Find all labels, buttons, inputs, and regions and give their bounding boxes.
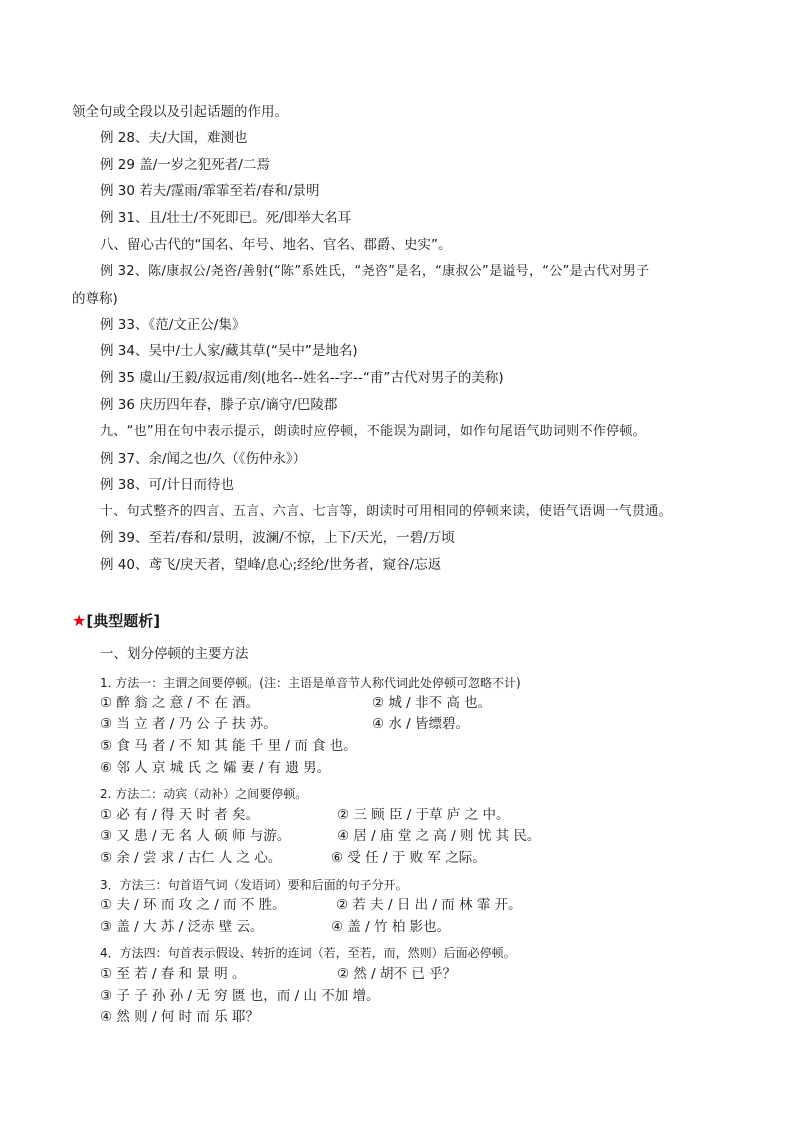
example-line: ③ 又 患 / 无 名 人 硕 师 与游。 xyxy=(100,828,291,844)
text-line: 例 30 若夫/霪雨/霏霏至若/春和/景明 xyxy=(100,183,320,199)
example-line: ① 至 若 / 春 和 景 明 。 xyxy=(100,966,246,982)
method-heading: 4．方法四：句首表示假设、转折的连词（若，至若，而，然则）后面必停顿。 xyxy=(100,946,516,960)
example-line: ② 三 顾 臣 / 于草 庐 之 中。 xyxy=(337,807,510,823)
text-line: 例 37、余/闻之也/久（《伤仲永》） xyxy=(100,451,307,467)
text-line: 十、句式整齐的四言、五言、六言、七言等，朗读时可用相同的停顿来读，使语气语调一气贯通。 xyxy=(100,504,672,519)
text-line: 例 40、鸢飞/戾天者，望峰/息心;经纶/世务者，窥谷/忘返 xyxy=(100,557,442,573)
example-line: ③ 盖 / 大 苏 / 泛赤 壁 云。 xyxy=(100,919,264,935)
text-line: 例 31、且/壮士/不死即已。死/即举大名耳 xyxy=(100,210,352,226)
star-icon: ★ xyxy=(72,611,87,630)
text-line: 例 38、可/计日而待也 xyxy=(100,477,235,493)
text-line: 的尊称) xyxy=(72,291,118,307)
example-line: ① 夫 / 环 而 攻 之 / 而 不 胜。 xyxy=(100,897,286,913)
example-line: ④ 然 则 / 何 时 而 乐 耶？ xyxy=(100,1009,259,1025)
text-line: 例 39、至若/春和/景明，波澜/不惊，上下/天光，一碧/万顷 xyxy=(100,530,455,546)
example-line: ④ 居 / 庙 堂 之 高 / 则 忧 其 民。 xyxy=(337,828,541,844)
example-line: ② 然 / 胡不 已 乎？ xyxy=(337,966,457,982)
example-line: ⑤ 余 / 尝 求 / 古仁 人 之 心。 xyxy=(100,850,282,866)
example-line: ⑥ 邻 人 京 城 氏 之 孀 妻 / 有 遗 男。 xyxy=(100,760,331,776)
text-line: 例 33、《范/文正公/集》 xyxy=(100,317,246,333)
text-line: 例 36 庆历四年春，滕子京/谪守/巴陵郡 xyxy=(100,397,338,413)
text-line: 领全句或全段以及引起话题的作用。 xyxy=(72,104,288,120)
subsection-title: 一、划分停顿的主要方法 xyxy=(100,646,249,662)
example-line: ④ 水 / 皆缥碧。 xyxy=(372,716,470,732)
text-line: 九、“也”用在句中表示提示，朗读时应停顿，不能误为副词，如作句尾语气助词则不作停顿。 xyxy=(100,424,647,439)
section-title: [典型题析] xyxy=(86,612,161,630)
method-heading: 2. 方法二：动宾（动补）之间要停顿。 xyxy=(100,787,308,801)
example-line: ④ 盖 / 竹 柏 影也。 xyxy=(331,919,451,935)
text-line: 八、留心古代的“国名、年号、地名、官名、郡爵、史实”。 xyxy=(100,237,452,253)
example-line: ① 必 有 / 得 天 时 者 矣。 xyxy=(100,807,259,823)
method-heading: 1. 方法一：主谓之间要停顿。(注：主语是单音节人称代词此处停顿可忽略不计) xyxy=(100,676,521,690)
method-heading: 3．方法三：句首语气词（发语词）要和后面的句子分开。 xyxy=(100,878,408,892)
example-line: ② 若 夫 / 日 出 / 而 林 霏 开。 xyxy=(336,897,522,913)
text-line: 例 34、吴中/士人家/藏其草(“吴中”是地名) xyxy=(100,343,358,359)
example-line: ③ 当 立 者 / 乃 公 子 扶 苏。 xyxy=(100,716,277,732)
text-line: 例 32、陈/康叔公/尧咨/善射(“陈”系姓氏，“尧咨”是名，“康叔公”是谥号，“公”是古代对男子 xyxy=(100,264,650,279)
section-heading xyxy=(72,611,160,631)
example-line: ⑤ 食 马 者 / 不 知 其 能 千 里 / 而 食 也。 xyxy=(100,738,357,754)
text-line: 例 28、夫/大国，难测也 xyxy=(100,130,248,146)
text-line: 例 35 虞山/王毅/叔远甫/刻(地名--姓名--字--“甫”古代对男子的美称) xyxy=(100,370,504,386)
example-line: ① 醉 翁 之 意 / 不 在 酒。 xyxy=(100,695,259,711)
example-line: ⑥ 受 任 / 于 败 军 之际。 xyxy=(331,850,486,866)
example-line: ② 城 / 非不 高 也。 xyxy=(372,695,492,711)
example-line: ③ 子 子 孙 孙 / 无 穷 匮 也，而 / 山 不加 增。 xyxy=(100,988,380,1004)
text-line: 例 29 盖/一岁之犯死者/二焉 xyxy=(100,157,270,173)
